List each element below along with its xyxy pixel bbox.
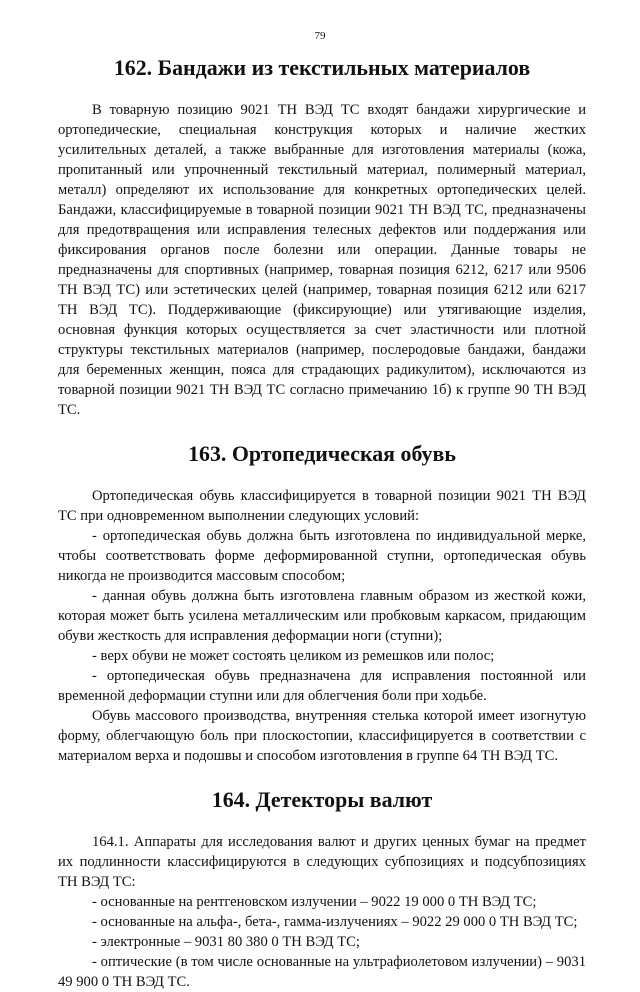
paragraph: Обувь массового производства, внутренняя стелька которой имеет изогнутую форму, облегчающую боль при плоскостопии, классифицируется в соответствии с материалом верха и подошвы и способом изготовления в группе 64 ТН ВЭД ТС.: [58, 708, 586, 764]
list-item: - верх обуви не может состоять целиком из ремешков или полос;: [92, 648, 495, 664]
paragraph: Ортопедическая обувь классифицируется в товарной позиции 9021 ТН ВЭД ТС при одновременном выполнении следующих условий:: [58, 488, 586, 524]
list-item: - данная обувь должна быть изготовлена главным образом из жесткой кожи, которая может быть усилена металлическим или пробковым каркасом, придающим обуви жесткость для исправления деформации ноги (ступни);: [58, 588, 586, 644]
list-item: - ортопедическая обувь предназначена для исправления постоянной или временной деформации ступни или для облегчения боли при ходьбе.: [58, 668, 586, 704]
page-content: [58, 55, 586, 992]
page-number: 79: [314, 30, 326, 42]
list-item: - оптические (в том числе основанные на ультрафиолетовом излучении) – 9031 49 900 0 ТН ВЭД ТС.: [58, 954, 586, 990]
section-heading-162: 162. Бандажи из текстильных материалов: [113, 55, 531, 80]
list-item: - электронные – 9031 80 380 0 ТН ВЭД ТС;: [92, 934, 360, 950]
section-heading-164: 164. Детекторы валют: [211, 787, 433, 812]
list-item: - основанные на рентгеновском излучении – 9022 19 000 0 ТН ВЭД ТС;: [92, 894, 537, 910]
paragraph: В товарную позицию 9021 ТН ВЭД ТС входят бандажи хирургические и ортопедические, специальная конструкция которых и наличие жестких усилительных деталей, а также выбранные для изготовления материалы (кожа, пропитанный или упрочненный текстильный материал, полимерный материал, металл) определяют их использование для конкретных ортопедических целей. Бандажи, классифицируемые в товарной позиции 9021 ТН ВЭД ТС, предназначены для предотвращения или исправления телесных дефектов или поддержания или фиксирования органов после болезни или операции. Данные товары не предназначены для спортивных (например, товарная позиция 6212, 6217 или 9506 ТН ВЭД ТС) или эстетических целей (например, товарная позиция 6212 или 6217 ТН ВЭД ТС). Поддерживающие (фиксирующие) или утягивающие изделия, основная функция которых осуществляется за счет эластичности или плотной структуры текстильных материалов (например, послеродовые бандажи, бандажи для беременных женщин, пояса для страдающих радикулитом), исключаются из товарной позиции 9021 ТН ВЭД ТС согласно примечанию 1б) к группе 90 ТН ВЭД ТС.: [58, 102, 586, 418]
list-item: - ортопедическая обувь должна быть изготовлена по индивидуальной мерке, чтобы соответствовать форме деформированной ступни, ортопедическая обувь никогда не производится массовым способом;: [58, 528, 586, 584]
section-heading-163: 163. Ортопедическая обувь: [188, 441, 456, 466]
list-item: - основанные на альфа-, бета-, гамма-излучениях – 9022 29 000 0 ТН ВЭД ТС;: [92, 914, 578, 930]
paragraph: 164.1. Аппараты для исследования валют и других ценных бумаг на предмет их подлинности классифицируются в следующих субпозициях и подсубпозициях ТН ВЭД ТС:: [58, 834, 586, 890]
